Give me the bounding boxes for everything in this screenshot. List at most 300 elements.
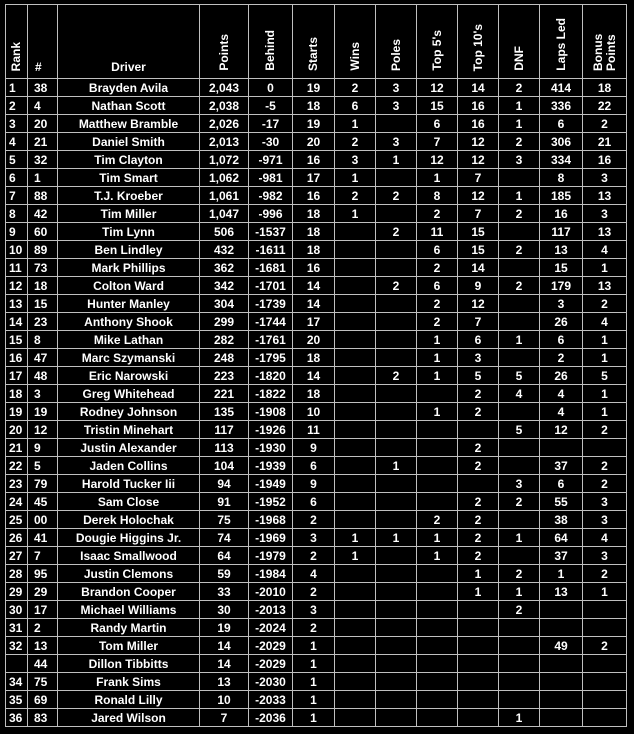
- cell-number: 38: [28, 79, 58, 97]
- cell-number: 19: [28, 403, 58, 421]
- cell-top5: [417, 673, 458, 691]
- cell-poles: [376, 475, 417, 493]
- table-row: [6, 601, 627, 619]
- cell-wins: [335, 637, 376, 655]
- cell-points: 64: [200, 547, 249, 565]
- cell-poles: [376, 115, 417, 133]
- cell-bonus-points: 16: [583, 151, 627, 169]
- cell-poles: 2: [376, 187, 417, 205]
- cell-dnf: 2: [499, 133, 540, 151]
- cell-bonus-points: 3: [583, 511, 627, 529]
- cell-wins: [335, 601, 376, 619]
- table-row: [6, 583, 627, 601]
- cell-behind: -1701: [249, 277, 293, 295]
- cell-points: 19: [200, 619, 249, 637]
- cell-number: 7: [28, 547, 58, 565]
- header-points: Points: [200, 5, 249, 79]
- cell-laps-led: 8: [540, 169, 583, 187]
- cell-laps-led: 13: [540, 241, 583, 259]
- cell-top10: [458, 691, 499, 709]
- cell-rank: 8: [6, 205, 28, 223]
- cell-behind: -1739: [249, 295, 293, 313]
- cell-points: 1,061: [200, 187, 249, 205]
- cell-behind: -1949: [249, 475, 293, 493]
- cell-behind: -1979: [249, 547, 293, 565]
- table-row: [6, 349, 627, 367]
- cell-driver: Michael Williams: [58, 601, 200, 619]
- cell-rank: 3: [6, 115, 28, 133]
- table-row: [6, 439, 627, 457]
- table-row: [6, 79, 627, 97]
- cell-points: 299: [200, 313, 249, 331]
- cell-rank: 2: [6, 97, 28, 115]
- cell-number: 69: [28, 691, 58, 709]
- table-row: [6, 457, 627, 475]
- header-starts: Starts: [293, 5, 335, 79]
- cell-starts: 4: [293, 565, 335, 583]
- cell-behind: -1984: [249, 565, 293, 583]
- cell-behind: -1930: [249, 439, 293, 457]
- table-row: [6, 655, 627, 673]
- cell-poles: [376, 313, 417, 331]
- cell-poles: [376, 295, 417, 313]
- cell-bonus-points: 2: [583, 565, 627, 583]
- cell-driver: Eric Narowski: [58, 367, 200, 385]
- table-row: [6, 493, 627, 511]
- cell-starts: 1: [293, 673, 335, 691]
- cell-wins: [335, 709, 376, 727]
- cell-bonus-points: 2: [583, 115, 627, 133]
- cell-wins: [335, 241, 376, 259]
- cell-top5: 2: [417, 511, 458, 529]
- cell-top5: [417, 709, 458, 727]
- cell-points: 59: [200, 565, 249, 583]
- cell-driver: Tom Miller: [58, 637, 200, 655]
- cell-rank: 30: [6, 601, 28, 619]
- cell-points: 135: [200, 403, 249, 421]
- cell-top5: [417, 421, 458, 439]
- cell-points: 14: [200, 637, 249, 655]
- cell-dnf: [499, 673, 540, 691]
- cell-top10: 2: [458, 439, 499, 457]
- cell-driver: Ben Lindley: [58, 241, 200, 259]
- cell-starts: 18: [293, 241, 335, 259]
- cell-dnf: [499, 223, 540, 241]
- table-row: [6, 367, 627, 385]
- cell-number: 17: [28, 601, 58, 619]
- cell-driver: Derek Holochak: [58, 511, 200, 529]
- cell-behind: -2013: [249, 601, 293, 619]
- cell-points: 2,038: [200, 97, 249, 115]
- cell-wins: 1: [335, 205, 376, 223]
- cell-laps-led: 38: [540, 511, 583, 529]
- cell-top5: 2: [417, 313, 458, 331]
- cell-wins: [335, 313, 376, 331]
- cell-number: 5: [28, 457, 58, 475]
- table-row: [6, 133, 627, 151]
- cell-driver: Tim Clayton: [58, 151, 200, 169]
- cell-top10: [458, 673, 499, 691]
- cell-number: 44: [28, 655, 58, 673]
- cell-number: 8: [28, 331, 58, 349]
- cell-top5: 1: [417, 547, 458, 565]
- cell-behind: -1952: [249, 493, 293, 511]
- cell-starts: 1: [293, 709, 335, 727]
- cell-number: 15: [28, 295, 58, 313]
- cell-top10: 16: [458, 97, 499, 115]
- cell-driver: Tim Miller: [58, 205, 200, 223]
- table-row: [6, 313, 627, 331]
- cell-starts: 1: [293, 655, 335, 673]
- cell-rank: 10: [6, 241, 28, 259]
- cell-laps-led: [540, 691, 583, 709]
- table-row: [6, 277, 627, 295]
- cell-laps-led: [540, 601, 583, 619]
- cell-behind: -2033: [249, 691, 293, 709]
- cell-rank: 34: [6, 673, 28, 691]
- cell-number: 42: [28, 205, 58, 223]
- cell-top10: [458, 601, 499, 619]
- cell-rank: 18: [6, 385, 28, 403]
- table-row: [6, 529, 627, 547]
- cell-points: 7: [200, 709, 249, 727]
- cell-poles: [376, 259, 417, 277]
- cell-behind: -1926: [249, 421, 293, 439]
- cell-dnf: 2: [499, 601, 540, 619]
- cell-points: 432: [200, 241, 249, 259]
- cell-top10: [458, 655, 499, 673]
- cell-top5: [417, 601, 458, 619]
- cell-bonus-points: 18: [583, 79, 627, 97]
- cell-laps-led: 185: [540, 187, 583, 205]
- cell-laps-led: 13: [540, 583, 583, 601]
- cell-rank: 23: [6, 475, 28, 493]
- header-rank: Rank: [6, 5, 28, 79]
- cell-behind: -5: [249, 97, 293, 115]
- cell-starts: 17: [293, 313, 335, 331]
- cell-number: 89: [28, 241, 58, 259]
- cell-top10: 7: [458, 169, 499, 187]
- header-wins: Wins: [335, 5, 376, 79]
- cell-number: 18: [28, 277, 58, 295]
- cell-bonus-points: 5: [583, 367, 627, 385]
- header-driver: Driver: [58, 5, 200, 79]
- cell-wins: 1: [335, 115, 376, 133]
- cell-poles: [376, 547, 417, 565]
- cell-rank: 31: [6, 619, 28, 637]
- cell-top10: 2: [458, 529, 499, 547]
- cell-wins: [335, 277, 376, 295]
- cell-dnf: [499, 547, 540, 565]
- cell-laps-led: 334: [540, 151, 583, 169]
- cell-wins: [335, 475, 376, 493]
- cell-rank: 22: [6, 457, 28, 475]
- cell-starts: 18: [293, 223, 335, 241]
- cell-number: 29: [28, 583, 58, 601]
- cell-dnf: 2: [499, 205, 540, 223]
- cell-starts: 17: [293, 169, 335, 187]
- cell-rank: 13: [6, 295, 28, 313]
- cell-poles: [376, 493, 417, 511]
- table-row: [6, 295, 627, 313]
- cell-top5: [417, 655, 458, 673]
- cell-top10: 12: [458, 151, 499, 169]
- table-row: [6, 403, 627, 421]
- cell-laps-led: 336: [540, 97, 583, 115]
- cell-driver: Tristin Minehart: [58, 421, 200, 439]
- cell-top5: 2: [417, 295, 458, 313]
- cell-wins: 1: [335, 169, 376, 187]
- cell-laps-led: [540, 655, 583, 673]
- cell-laps-led: 4: [540, 385, 583, 403]
- cell-top5: [417, 565, 458, 583]
- cell-bonus-points: 1: [583, 259, 627, 277]
- cell-rank: 7: [6, 187, 28, 205]
- cell-rank: 11: [6, 259, 28, 277]
- cell-starts: 2: [293, 583, 335, 601]
- cell-behind: -30: [249, 133, 293, 151]
- cell-poles: 2: [376, 277, 417, 295]
- cell-points: 248: [200, 349, 249, 367]
- cell-bonus-points: [583, 709, 627, 727]
- cell-poles: [376, 691, 417, 709]
- cell-top10: 2: [458, 385, 499, 403]
- cell-number: 75: [28, 673, 58, 691]
- cell-laps-led: 49: [540, 637, 583, 655]
- cell-laps-led: 306: [540, 133, 583, 151]
- table-row: [6, 385, 627, 403]
- cell-bonus-points: 1: [583, 349, 627, 367]
- cell-rank: 35: [6, 691, 28, 709]
- table-row: [6, 619, 627, 637]
- cell-starts: 1: [293, 637, 335, 655]
- cell-top10: 1: [458, 565, 499, 583]
- cell-bonus-points: 3: [583, 169, 627, 187]
- cell-bonus-points: 1: [583, 583, 627, 601]
- cell-behind: -1939: [249, 457, 293, 475]
- cell-starts: 3: [293, 529, 335, 547]
- cell-dnf: 5: [499, 421, 540, 439]
- cell-top10: 9: [458, 277, 499, 295]
- table-row: [6, 511, 627, 529]
- cell-poles: 2: [376, 223, 417, 241]
- cell-points: 506: [200, 223, 249, 241]
- cell-starts: 16: [293, 151, 335, 169]
- cell-laps-led: 12: [540, 421, 583, 439]
- cell-poles: [376, 169, 417, 187]
- cell-driver: Greg Whitehead: [58, 385, 200, 403]
- cell-laps-led: 3: [540, 295, 583, 313]
- cell-points: 304: [200, 295, 249, 313]
- cell-top5: 6: [417, 277, 458, 295]
- cell-number: 4: [28, 97, 58, 115]
- cell-bonus-points: 2: [583, 421, 627, 439]
- cell-points: 91: [200, 493, 249, 511]
- cell-starts: 9: [293, 439, 335, 457]
- cell-points: 1,047: [200, 205, 249, 223]
- cell-top5: 15: [417, 97, 458, 115]
- cell-top5: 12: [417, 79, 458, 97]
- cell-bonus-points: 2: [583, 295, 627, 313]
- cell-top5: [417, 619, 458, 637]
- cell-rank: [6, 655, 28, 673]
- cell-number: 2: [28, 619, 58, 637]
- cell-top10: 15: [458, 241, 499, 259]
- cell-driver: Sam Close: [58, 493, 200, 511]
- cell-poles: [376, 349, 417, 367]
- table-row: [6, 169, 627, 187]
- cell-number: 60: [28, 223, 58, 241]
- cell-behind: -1820: [249, 367, 293, 385]
- cell-top10: 2: [458, 457, 499, 475]
- table-row: [6, 241, 627, 259]
- cell-behind: -1908: [249, 403, 293, 421]
- cell-top5: 8: [417, 187, 458, 205]
- cell-behind: -1761: [249, 331, 293, 349]
- cell-bonus-points: 2: [583, 475, 627, 493]
- cell-behind: -1969: [249, 529, 293, 547]
- cell-top10: [458, 475, 499, 493]
- cell-bonus-points: 1: [583, 403, 627, 421]
- header-row: [6, 5, 627, 79]
- cell-poles: [376, 709, 417, 727]
- cell-points: 342: [200, 277, 249, 295]
- cell-number: 1: [28, 169, 58, 187]
- cell-rank: 26: [6, 529, 28, 547]
- cell-starts: 18: [293, 385, 335, 403]
- cell-poles: [376, 655, 417, 673]
- cell-rank: 17: [6, 367, 28, 385]
- cell-laps-led: 1: [540, 565, 583, 583]
- cell-behind: -982: [249, 187, 293, 205]
- cell-top5: 2: [417, 205, 458, 223]
- cell-starts: 6: [293, 493, 335, 511]
- header-laps-led: Laps Led: [540, 5, 583, 79]
- header-number: #: [28, 5, 58, 79]
- cell-laps-led: 55: [540, 493, 583, 511]
- cell-rank: 16: [6, 349, 28, 367]
- table-row: [6, 547, 627, 565]
- cell-points: 13: [200, 673, 249, 691]
- cell-dnf: 1: [499, 583, 540, 601]
- cell-poles: [376, 241, 417, 259]
- table-row: [6, 637, 627, 655]
- cell-bonus-points: 13: [583, 187, 627, 205]
- cell-top10: 1: [458, 583, 499, 601]
- table-row: [6, 259, 627, 277]
- cell-wins: [335, 349, 376, 367]
- cell-laps-led: 26: [540, 313, 583, 331]
- cell-rank: 14: [6, 313, 28, 331]
- cell-dnf: 2: [499, 493, 540, 511]
- cell-number: 9: [28, 439, 58, 457]
- cell-wins: 2: [335, 133, 376, 151]
- cell-dnf: [499, 403, 540, 421]
- cell-dnf: 2: [499, 277, 540, 295]
- cell-starts: 18: [293, 349, 335, 367]
- cell-driver: Frank Sims: [58, 673, 200, 691]
- cell-top10: [458, 637, 499, 655]
- cell-laps-led: 6: [540, 331, 583, 349]
- cell-bonus-points: 4: [583, 529, 627, 547]
- cell-behind: -2029: [249, 655, 293, 673]
- cell-dnf: 1: [499, 331, 540, 349]
- cell-poles: [376, 331, 417, 349]
- table-row: [6, 673, 627, 691]
- cell-top10: 7: [458, 205, 499, 223]
- cell-laps-led: 37: [540, 547, 583, 565]
- cell-driver: Harold Tucker Iii: [58, 475, 200, 493]
- cell-dnf: [499, 349, 540, 367]
- cell-number: 47: [28, 349, 58, 367]
- cell-wins: [335, 493, 376, 511]
- cell-dnf: [499, 313, 540, 331]
- cell-behind: -1744: [249, 313, 293, 331]
- cell-behind: -17: [249, 115, 293, 133]
- cell-driver: Dougie Higgins Jr.: [58, 529, 200, 547]
- cell-behind: -1611: [249, 241, 293, 259]
- table-row: [6, 115, 627, 133]
- cell-top10: 14: [458, 79, 499, 97]
- cell-starts: 3: [293, 601, 335, 619]
- cell-top10: 2: [458, 547, 499, 565]
- cell-dnf: 1: [499, 115, 540, 133]
- cell-behind: -1537: [249, 223, 293, 241]
- cell-points: 2,026: [200, 115, 249, 133]
- header-bonus-points: Bonus Points: [583, 5, 627, 79]
- cell-rank: 12: [6, 277, 28, 295]
- cell-starts: 2: [293, 547, 335, 565]
- cell-top10: 2: [458, 511, 499, 529]
- cell-starts: 18: [293, 205, 335, 223]
- cell-top5: 12: [417, 151, 458, 169]
- cell-top10: [458, 709, 499, 727]
- cell-wins: 1: [335, 529, 376, 547]
- cell-number: 13: [28, 637, 58, 655]
- cell-wins: 1: [335, 547, 376, 565]
- cell-number: 48: [28, 367, 58, 385]
- cell-number: 88: [28, 187, 58, 205]
- cell-points: 14: [200, 655, 249, 673]
- cell-poles: 3: [376, 79, 417, 97]
- cell-points: 2,013: [200, 133, 249, 151]
- cell-driver: Jaden Collins: [58, 457, 200, 475]
- cell-driver: Justin Alexander: [58, 439, 200, 457]
- table-row: [6, 331, 627, 349]
- cell-points: 75: [200, 511, 249, 529]
- cell-bonus-points: 13: [583, 277, 627, 295]
- cell-behind: -1968: [249, 511, 293, 529]
- standings-table-wrapper: [5, 4, 627, 727]
- cell-wins: 3: [335, 151, 376, 169]
- cell-number: 12: [28, 421, 58, 439]
- cell-top10: 12: [458, 295, 499, 313]
- cell-laps-led: [540, 439, 583, 457]
- cell-laps-led: 37: [540, 457, 583, 475]
- cell-behind: -981: [249, 169, 293, 187]
- cell-driver: Tim Lynn: [58, 223, 200, 241]
- cell-dnf: 3: [499, 151, 540, 169]
- cell-driver: Anthony Shook: [58, 313, 200, 331]
- cell-starts: 2: [293, 511, 335, 529]
- cell-points: 104: [200, 457, 249, 475]
- cell-laps-led: 179: [540, 277, 583, 295]
- cell-laps-led: 6: [540, 115, 583, 133]
- cell-points: 362: [200, 259, 249, 277]
- cell-poles: 3: [376, 97, 417, 115]
- cell-dnf: [499, 439, 540, 457]
- cell-top10: [458, 619, 499, 637]
